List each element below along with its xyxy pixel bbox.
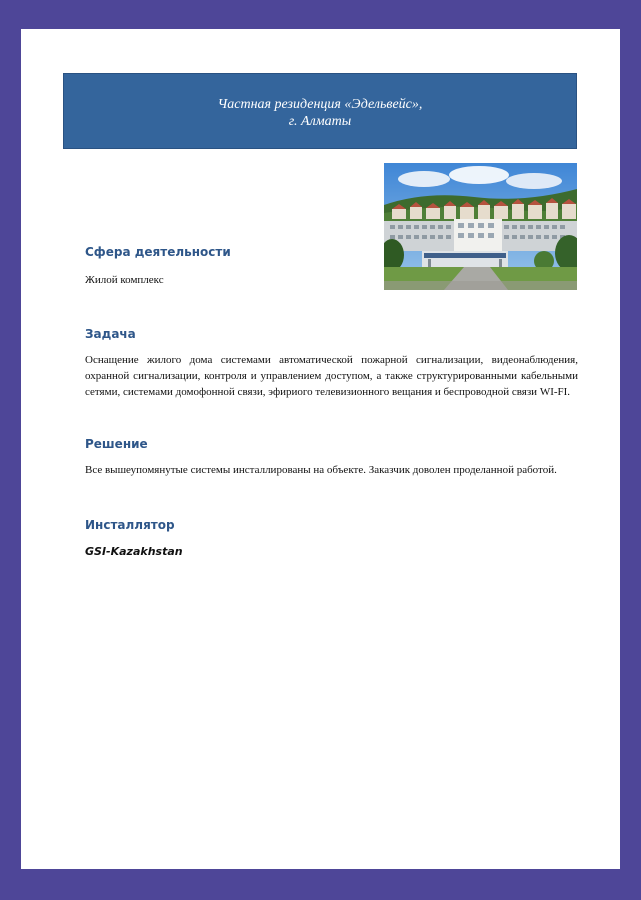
residence-photo <box>384 163 577 290</box>
section-heading-sphere: Сфера деятельности <box>85 245 231 259</box>
section-text-solution: Все вышеупомянутые системы инсталлированы на объекте. Заказчик доволен проделанной работой. <box>85 464 557 476</box>
section-heading-installer: Инсталлятор <box>85 518 175 532</box>
installer-name: GSI-Kazakhstan <box>85 545 183 558</box>
banner-title-line-2: г. Алматы <box>288 114 352 129</box>
section-text-sphere: Жилой комплекс <box>85 274 164 286</box>
section-heading-task: Задача <box>85 327 136 341</box>
section-text-task: Оснащение жилого дома системами автоматической пожарной сигнализации, видеонаблюдения, охранной сигнализации, контроля и управлением доступом, а также структурированными кабельными сетями, системами домофонной связи, эфириого телевизионного вещания и беспроводной связи WI-FI. <box>85 354 578 398</box>
section-heading-solution: Решение <box>85 437 148 451</box>
document-page <box>21 29 620 869</box>
banner-title-line-1: Частная резиденция «Эдельвейс», <box>217 97 423 112</box>
title-banner <box>63 73 577 149</box>
